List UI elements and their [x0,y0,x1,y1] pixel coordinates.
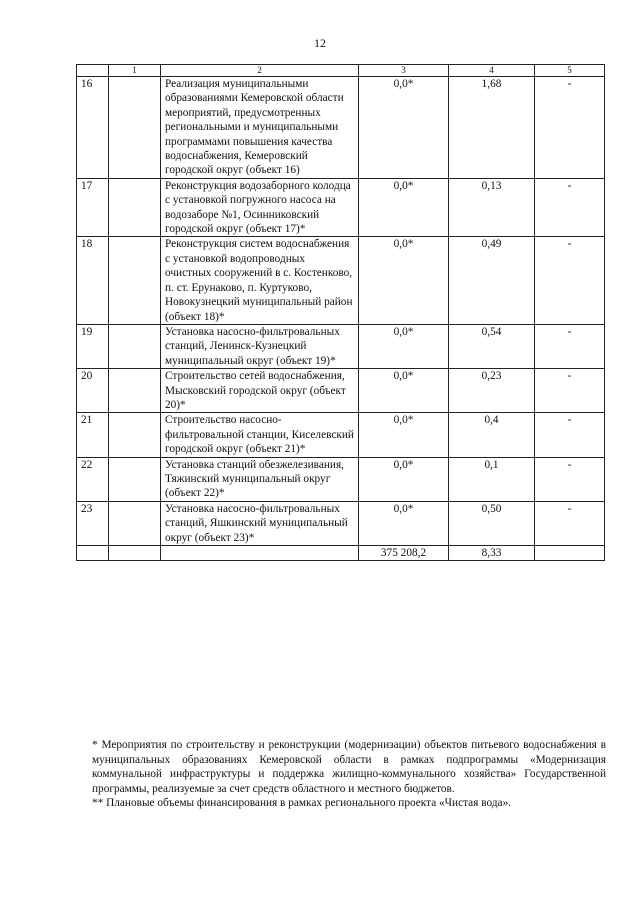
footnote-2: ** Плановые объемы финансирования в рамках регионального проекта «Чистая вода». [92,797,512,810]
row-value-3: 0,0* [359,324,449,368]
row-col1 [109,178,161,237]
table-row [77,501,605,545]
row-value-3: 0,0* [359,413,449,457]
table-row [77,178,605,237]
row-value-4: 0,23 [449,369,535,413]
header-cell-blank [77,65,109,77]
row-col1 [109,237,161,324]
row-value-4: 0,54 [449,324,535,368]
row-description: Строительство насосно-фильтровальной станции, Киселевский городской округ (объект 21)* [161,413,359,457]
row-value-3: 0,0* [359,457,449,501]
row-value-5: - [535,457,605,501]
row-number: 17 [77,178,109,237]
total-row-col1 [109,546,161,561]
row-value-3: 0,0* [359,237,449,324]
row-value-5: - [535,178,605,237]
row-description: Строительство сетей водоснабжения, Мысковский городской округ (объект 20)* [161,369,359,413]
table-row [77,77,605,179]
table-row [77,413,605,457]
footnotes [92,738,606,811]
row-value-4: 0,13 [449,178,535,237]
table-header-row [77,65,605,77]
row-value-3: 0,0* [359,369,449,413]
row-value-4: 1,68 [449,77,535,179]
row-description: Установка насосно-фильтровальных станций, Ленинск-Кузнецкий муниципальный округ (объект 19)* [161,324,359,368]
row-col1 [109,77,161,179]
row-col1 [109,324,161,368]
row-number: 19 [77,324,109,368]
row-number: 16 [77,77,109,179]
table-row [77,324,605,368]
row-col1 [109,457,161,501]
row-value-3: 0,0* [359,178,449,237]
row-number: 20 [77,369,109,413]
header-cell: 3 [359,65,449,77]
row-value-5: - [535,369,605,413]
financing-table [76,64,605,561]
row-number: 23 [77,501,109,545]
row-value-4: 0,49 [449,237,535,324]
row-value-5: - [535,77,605,179]
header-cell: 4 [449,65,535,77]
row-value-4: 0,1 [449,457,535,501]
header-cell: 5 [535,65,605,77]
row-col1 [109,501,161,545]
row-number: 22 [77,457,109,501]
row-value-5: - [535,237,605,324]
page-number: 12 [314,36,326,50]
row-col1 [109,369,161,413]
row-value-5: - [535,501,605,545]
row-description: Реконструкция водозаборного колодца с установкой погружного насоса на водозаборе №1, Осинниковский городской округ (объект 17)* [161,178,359,237]
row-description: Реконструкция систем водоснабжения с установкой водопроводных очистных сооружений в с. Костенково, п. ст. Ерунаково, п. Куртуково, Новокузнецкий муниципальный район (объект 18)* [161,237,359,324]
row-value-5: - [535,413,605,457]
row-description: Установка станций обезжелезивания, Тяжинский муниципальный округ (объект 22)* [161,457,359,501]
total-row-value-4: 8,33 [449,546,535,561]
row-value-3: 0,0* [359,77,449,179]
row-description: Реализация муниципальными образованиями Кемеровской области мероприятий, предусмотренных региональными и муниципальными программами повышения качества водоснабжения, Кемеровский городской округ (объект 16) [161,77,359,179]
row-value-4: 0,50 [449,501,535,545]
header-cell: 2 [161,65,359,77]
header-cell: 1 [109,65,161,77]
row-description: Установка насосно-фильтровальных станций, Яшкинский муниципальный округ (объект 23)* [161,501,359,545]
total-row-value-5 [535,546,605,561]
total-row-description [161,546,359,561]
row-value-4: 0,4 [449,413,535,457]
row-col1 [109,413,161,457]
table-row [77,457,605,501]
row-number: 21 [77,413,109,457]
footnote-1: * Мероприятия по строительству и реконструкции (модернизации) объектов питьевого водоснабжения в муниципальных образованиях Кемеровской области в рамках подпрограммы «Модернизация коммунальной инфраструктуры и поддержка жилищно-коммунального хозяйства» Государственной программы, реализуемые за счет средств областного и местного бюджетов. [92,739,606,795]
table-total-row [77,546,605,561]
row-value-3: 0,0* [359,501,449,545]
table-row [77,237,605,324]
total-row-value-3: 375 208,2 [359,546,449,561]
row-number: 18 [77,237,109,324]
row-value-5: - [535,324,605,368]
table-row [77,369,605,413]
total-row-number [77,546,109,561]
